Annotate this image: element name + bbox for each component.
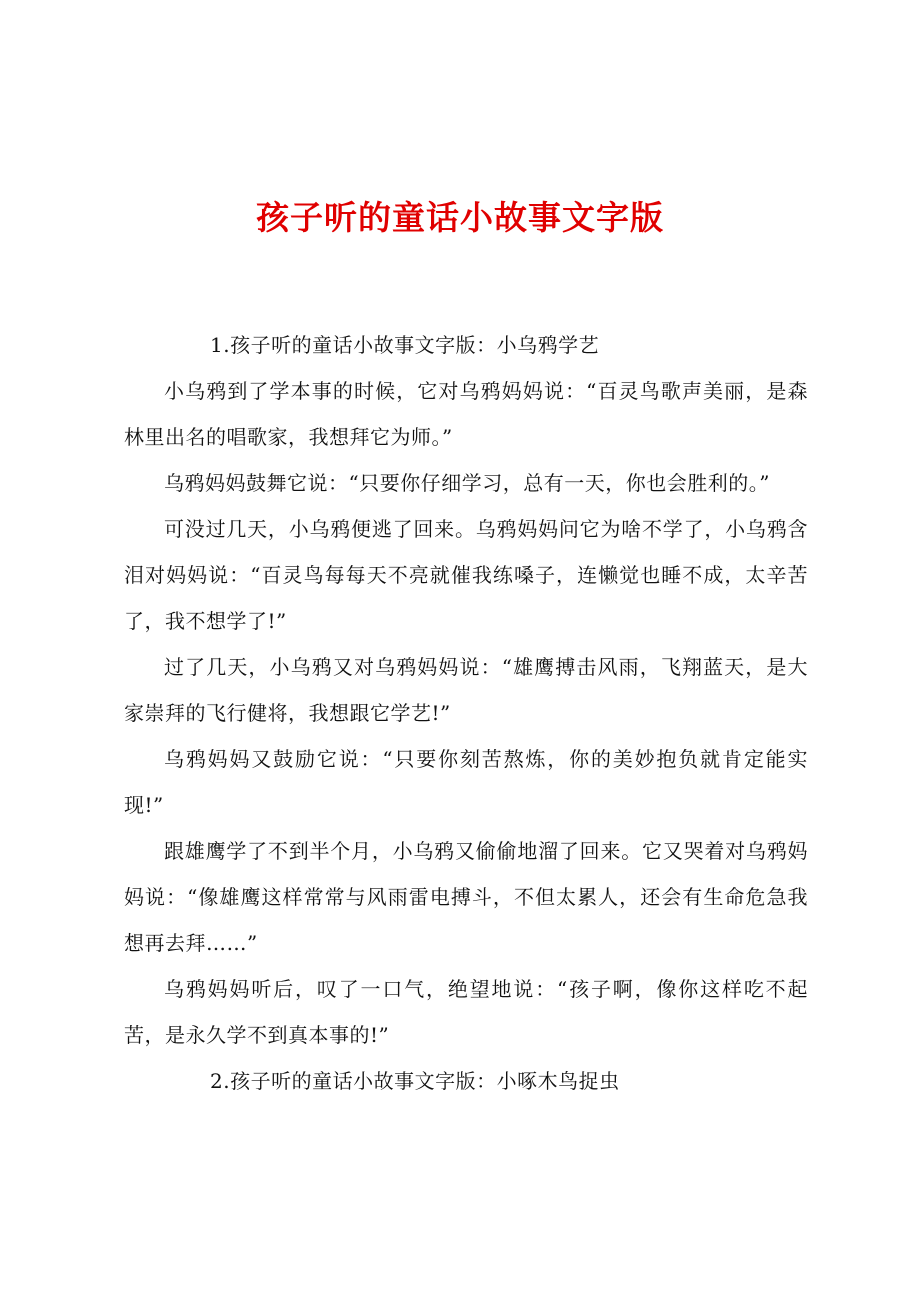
paragraph: 跟雄鹰学了不到半个月，小乌鸦又偷偷地溜了回来。它又哭着对乌鸦妈妈说：“像雄鹰这样常常与风雨雷电搏斗，不但太累人，还会有生命危急我想再去拜……” <box>124 839 808 955</box>
document-title: 孩子听的童话小故事文字版 <box>256 198 664 237</box>
section-heading-2: 2.孩子听的童话小故事文字版：小啄木鸟捉虫 <box>210 1069 620 1093</box>
paragraph: 乌鸦妈妈听后，叹了一口气，绝望地说：“孩子啊，像你这样吃不起苦，是永久学不到真本事的!” <box>124 977 808 1047</box>
section-heading-1: 1.孩子听的童话小故事文字版：小乌鸦学艺 <box>210 333 600 357</box>
paragraph: 过了几天，小乌鸦又对乌鸦妈妈说：“雄鹰搏击风雨，飞翔蓝天，是大家崇拜的飞行健将，我想跟它学艺!” <box>124 655 808 725</box>
document-body <box>124 322 808 1104</box>
paragraph: 乌鸦妈妈又鼓励它说：“只要你刻苦熬炼，你的美妙抱负就肯定能实现!” <box>124 747 808 817</box>
paragraph: 小乌鸦到了学本事的时候，它对乌鸦妈妈说：“百灵鸟歌声美丽，是森林里出名的唱歌家，我想拜它为师。” <box>124 379 808 449</box>
paragraph: 乌鸦妈妈鼓舞它说：“只要你仔细学习，总有一天，你也会胜利的。” <box>164 471 770 495</box>
paragraph: 可没过几天，小乌鸦便逃了回来。乌鸦妈妈问它为啥不学了，小乌鸦含泪对妈妈说：“百灵鸟每每天不亮就催我练嗓子，连懒觉也睡不成，太辛苦了，我不想学了!” <box>124 517 808 633</box>
